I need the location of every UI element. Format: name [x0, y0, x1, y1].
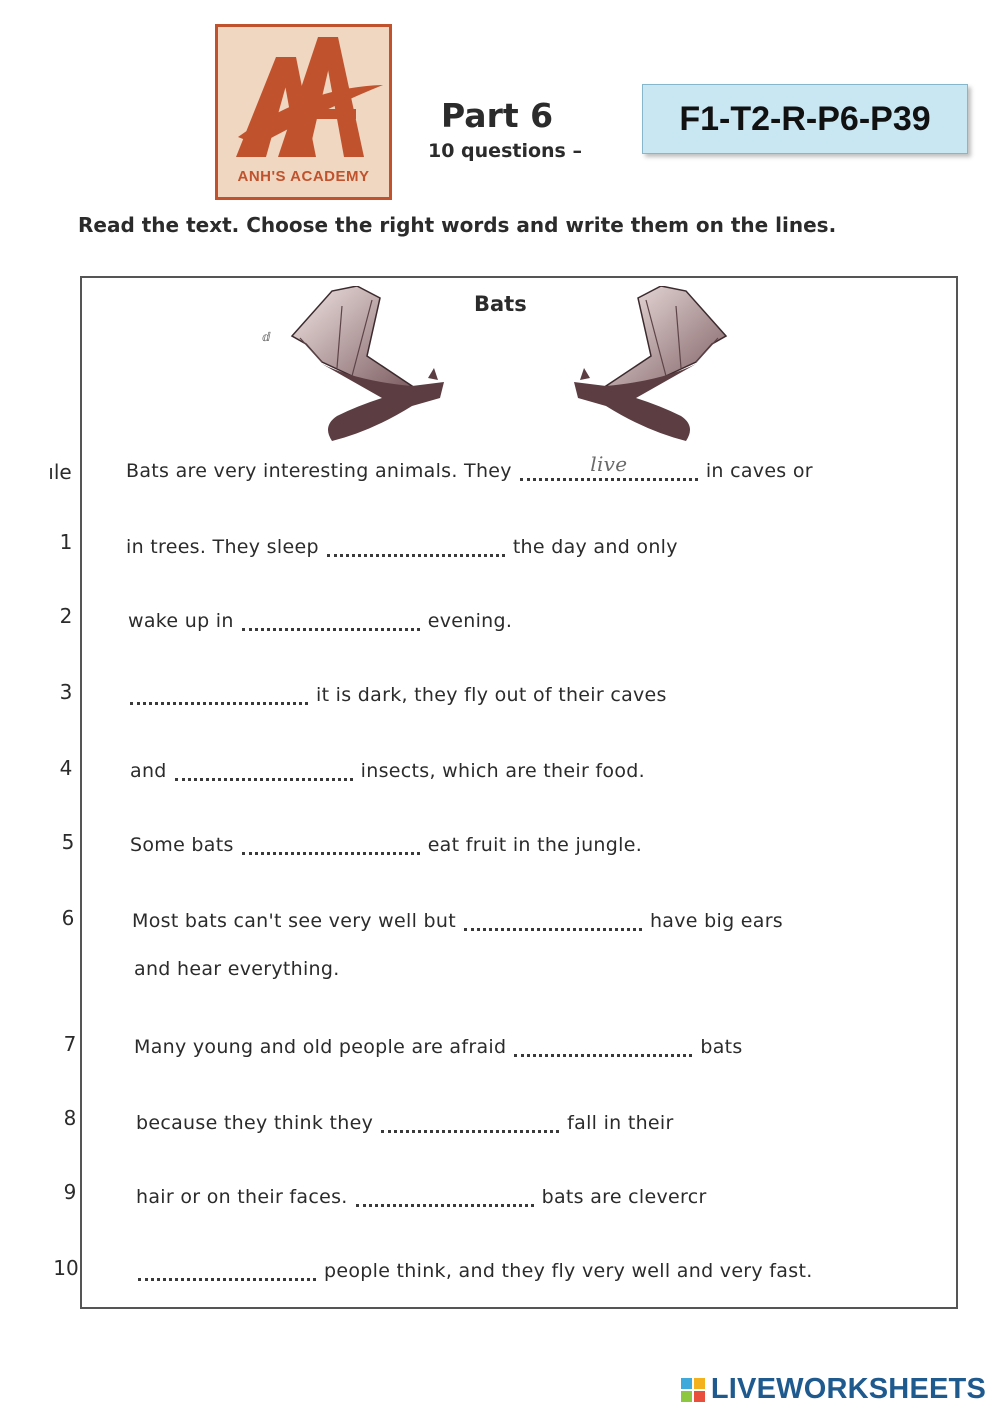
answer-blank[interactable] — [381, 1108, 559, 1133]
row-number: 7 — [63, 1032, 77, 1056]
answer-blank[interactable] — [356, 1182, 534, 1207]
row-number: 6 — [61, 906, 75, 930]
row-number: 3 — [59, 680, 73, 704]
story-line — [136, 1104, 674, 1134]
row-number: ıle — [48, 460, 72, 484]
row-number: 10 — [53, 1256, 79, 1280]
line-text: wake up in — [128, 610, 234, 632]
row-number: 4 — [59, 756, 73, 780]
line-text: in caves or — [705, 460, 813, 482]
story-line — [134, 1028, 743, 1058]
part-subtitle: 10 questions – — [428, 140, 582, 162]
line-text: hair or on their faces. — [136, 1186, 348, 1208]
story-line — [126, 528, 678, 558]
line-text: people think, and they fly very well and very fast. — [324, 1260, 813, 1282]
row-number: 2 — [59, 604, 73, 628]
line-text: have big ears — [649, 910, 784, 932]
line-text: and — [130, 760, 167, 782]
answer-blank[interactable] — [242, 606, 420, 631]
worksheet-code-badge: F1-T2-R-P6-P39 — [642, 84, 968, 154]
liveworksheets-logo-icon — [681, 1378, 705, 1402]
answer-blank[interactable] — [514, 1032, 692, 1057]
line-text: evening. — [427, 610, 513, 632]
answer-blank[interactable] — [520, 452, 698, 481]
story-line — [126, 452, 813, 482]
row-number: 9 — [63, 1180, 77, 1204]
liveworksheets-text: LIVEWORKSHEETS — [710, 1373, 986, 1405]
academy-logo — [215, 24, 392, 200]
story-line — [122, 676, 667, 706]
story-line — [130, 1252, 813, 1282]
story-line — [128, 602, 512, 632]
row-number: 8 — [63, 1106, 77, 1130]
line-text: Some bats — [130, 834, 234, 856]
part-title: Part 6 — [441, 96, 554, 135]
line-text: in trees. They sleep — [126, 536, 319, 558]
answer-blank[interactable] — [464, 906, 642, 931]
story-title: Bats — [474, 292, 527, 316]
answer-blank[interactable] — [242, 830, 420, 855]
liveworksheets-brand[interactable] — [681, 1373, 986, 1406]
story-line — [130, 752, 645, 782]
story-frame — [80, 276, 958, 1309]
line-text: bats are clevercr — [541, 1186, 707, 1208]
story-line — [130, 826, 642, 856]
line-text: it is dark, they fly out of their caves — [316, 684, 667, 706]
bat-left-icon — [262, 286, 452, 446]
answer-blank[interactable] — [130, 680, 308, 705]
line-text: because they think they — [136, 1112, 374, 1134]
line-text: fall in their — [567, 1112, 674, 1134]
answer-blank[interactable] — [327, 532, 505, 557]
line-text: insects, which are their food. — [360, 760, 645, 782]
story-line — [134, 958, 340, 980]
story-line — [136, 1178, 707, 1208]
line-text: and hear everything. — [134, 958, 340, 980]
instructions: Read the text. Choose the right words and write them on the lines. — [78, 213, 837, 237]
row-number: 1 — [59, 530, 73, 554]
line-text: Bats are very interesting animals. They — [126, 460, 512, 482]
line-text: bats — [700, 1036, 743, 1058]
line-text: Many young and old people are afraid — [134, 1036, 507, 1058]
line-text: the day and only — [512, 536, 678, 558]
example-answer: live — [590, 452, 628, 476]
logo-caption: ANH'S ACADEMY — [237, 168, 370, 185]
story-line — [132, 902, 783, 932]
answer-blank[interactable] — [175, 756, 353, 781]
svg-text:ⅆ: ⅆ — [262, 330, 271, 344]
row-number: 5 — [61, 830, 75, 854]
line-text: eat fruit in the jungle. — [427, 834, 643, 856]
answer-blank[interactable] — [138, 1256, 316, 1281]
line-text: Most bats can't see very well but — [132, 910, 456, 932]
bat-right-icon — [566, 286, 756, 446]
